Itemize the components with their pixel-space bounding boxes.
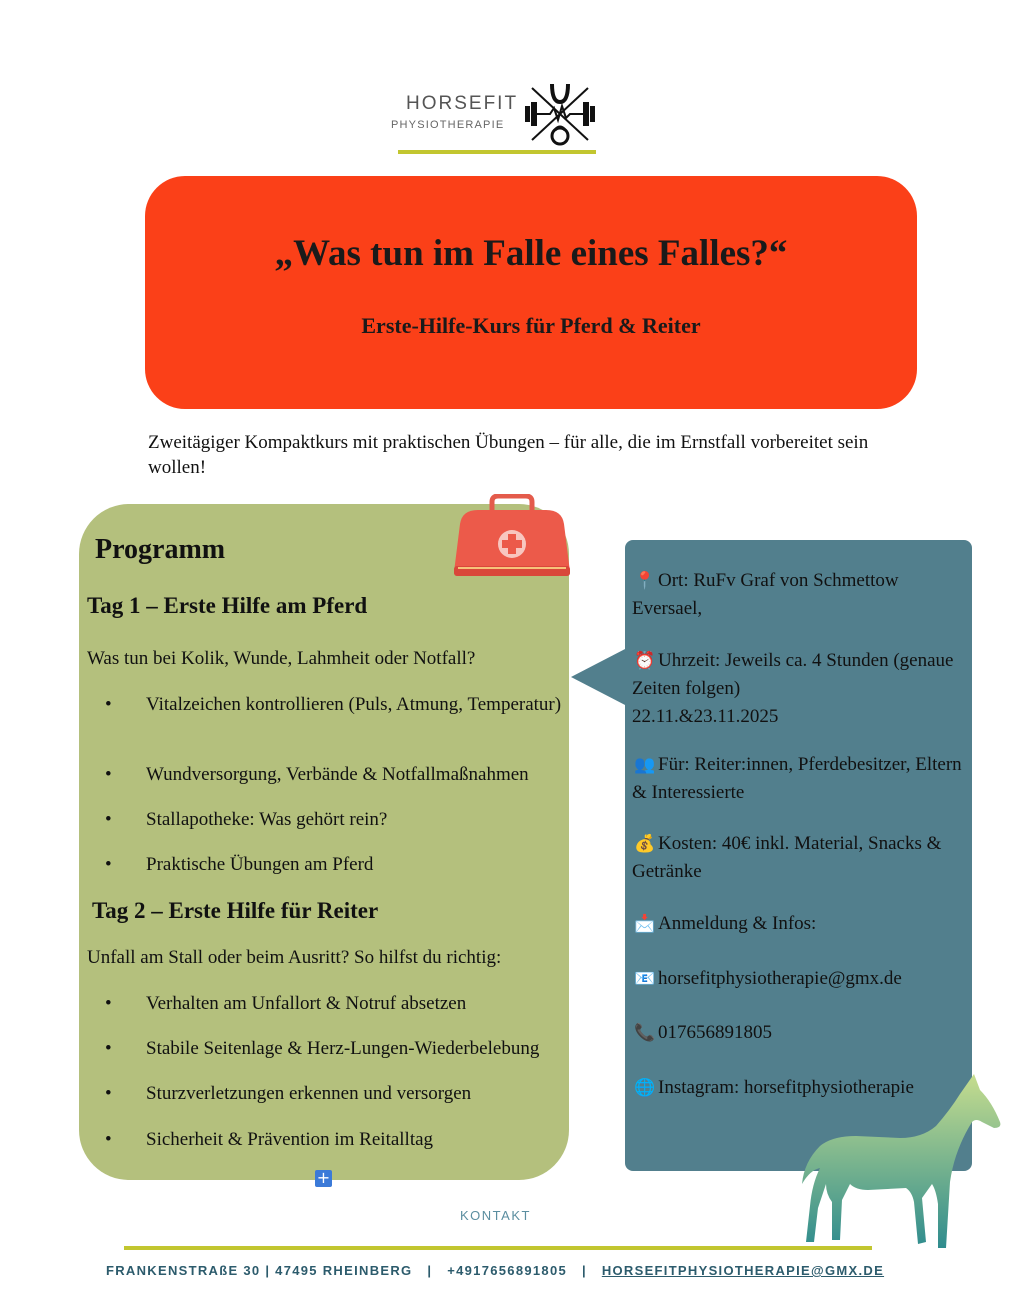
- footer-divider: [124, 1246, 872, 1250]
- time-item: ⏰ Uhrzeit: Jeweils ca. 4 Stunden (genaue Zeiten folgen) 22.11.&23.11.2025: [632, 647, 968, 731]
- program-panel: Programm Tag 1 – Erste Hilfe am Pferd Was tun bei Kolik, Wunde, Lahmheit oder Notfall? • Vitalzeichen kontrollieren (Puls, Atmung, Temperatur) • Wundversorgung, Verbände & Notfallmaßnahmen • Stallapotheke: Was gehört rein? • Praktische Übungen am Pferd Tag 2 – Erste Hilfe für Reiter Unfall am Stall oder beim Ausritt? So hilfst du richtig: • Verhalten am Unfallort & Notruf absetzen • Stabile Seitenlage & Herz-Lungen-Wiederbelebung • Sturzverletzungen erkennen und versorgen • Sicherheit & Prävention im Reitalltag: [79, 504, 569, 1180]
- people-icon: 👥: [634, 755, 656, 775]
- course-subtitle: Erste-Hilfe-Kurs für Pferd & Reiter: [361, 313, 701, 338]
- day2-title: Tag 2 – Erste Hilfe für Reiter: [92, 898, 379, 923]
- contact-label: KONTAKT: [460, 1208, 531, 1223]
- program-heading: Programm: [95, 534, 226, 565]
- email-item[interactable]: 📧 horsefitphysiotherapie@gmx.de: [632, 965, 968, 993]
- title-banner: [145, 176, 917, 409]
- course-title: „Was tun im Falle eines Falles?“: [274, 233, 788, 274]
- signup-item: 📩 Anmeldung & Infos:: [632, 910, 968, 938]
- first-aid-kit-icon: [452, 494, 572, 580]
- pin-icon: 📍: [634, 571, 656, 591]
- kettlebell-barbell-horseshoe-icon: [522, 80, 598, 148]
- add-block-button[interactable]: +: [316, 1168, 331, 1187]
- audience-item: 👥 Für: Reiter:innen, Pferdebesitzer, Eltern & Interessierte: [632, 751, 968, 807]
- instagram-item[interactable]: 🌐 Instagram: horsefitphysiotherapie: [632, 1074, 968, 1102]
- intro-text: Zweitägiger Kompaktkurs mit praktischen Übungen – für alle, die im Ernstfall vorbereitet sein wollen!: [148, 432, 869, 478]
- footer-phone[interactable]: +4917656891805: [447, 1263, 568, 1278]
- day2-lead: Unfall am Stall oder beim Ausritt? So hilfst du richtig:: [87, 947, 502, 968]
- brand-name: HORSEFIT: [406, 93, 519, 114]
- cost-item: 💰 Kosten: 40€ inkl. Material, Snacks & Getränke: [632, 830, 968, 886]
- day1-lead: Was tun bei Kolik, Wunde, Lahmheit oder Notfall?: [87, 648, 476, 669]
- day1-title: Tag 1 – Erste Hilfe am Pferd: [87, 593, 368, 618]
- logo-underline: [398, 150, 596, 154]
- info-pointer: [571, 648, 627, 706]
- money-bag-icon: 💰: [634, 834, 656, 854]
- email-icon: 📧: [634, 969, 656, 989]
- brand-subtitle: PHYSIOTHERAPIE: [391, 119, 505, 131]
- horse-silhouette-image: [796, 1072, 1006, 1252]
- footer-address: FRANKENSTRAßE 30 | 47495 RHEINBERG: [106, 1263, 413, 1278]
- phone-item[interactable]: 📞 017656891805: [632, 1019, 968, 1047]
- footer-contact-line: FRANKENSTRAßE 30 | 47495 RHEINBERG | +4917656891805 | HORSEFITPHYSIOTHERAPIE@GMX.DE: [106, 1263, 885, 1278]
- alarm-clock-icon: ⏰: [634, 651, 656, 671]
- brand-logo: [388, 78, 608, 158]
- footer-email-link[interactable]: HORSEFITPHYSIOTHERAPIE@GMX.DE: [601, 1263, 885, 1278]
- location-item: 📍 Ort: RuFv Graf von Schmettow Eversael,: [632, 567, 968, 623]
- globe-icon: 🌐: [634, 1078, 656, 1098]
- phone-icon: 📞: [634, 1023, 656, 1043]
- envelope-icon: 📩: [634, 914, 656, 934]
